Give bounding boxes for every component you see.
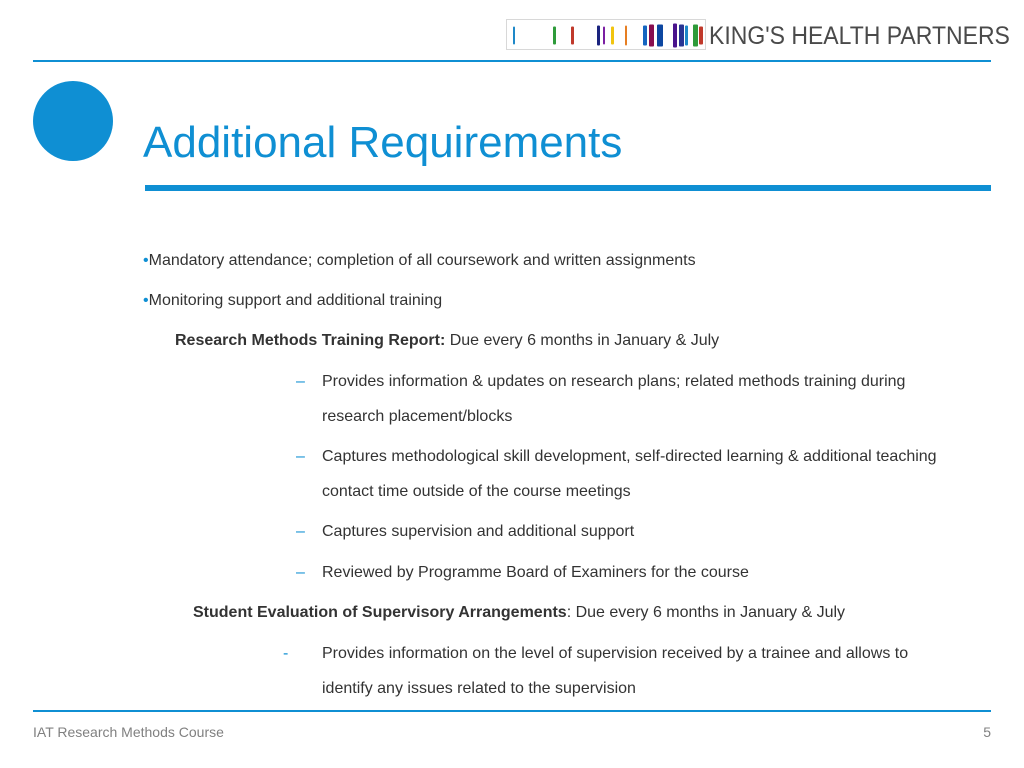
slide-title: Additional Requirements [143,118,623,167]
sub-point-line: Reviewed by Programme Board of Examiners for the course [322,564,749,581]
bullet-item-monitoring [143,291,442,311]
bullet-icon: • [143,252,149,269]
logo-stripe [649,25,654,47]
sub-point-line: Provides information & updates on research plans; related methods training during [322,373,906,390]
logo-stripe [597,26,600,46]
logo-stripe [553,27,556,45]
sub-point-line: identify any issues related to the supervision [322,680,636,697]
logo-image [506,19,706,50]
logo-stripe [611,27,614,45]
sub-point-line: research placement/blocks [322,408,513,425]
dash-bullet-icon: – [296,523,305,540]
report-heading-detail: Due every 6 months in January & July [445,332,720,349]
dash-bullet-icon: – [296,448,305,465]
logo-stripe [679,25,684,47]
bullet-text: Monitoring support and additional training [148,292,443,309]
dash-bullet-icon: - [283,645,289,662]
bullet-icon: • [143,292,149,309]
header-divider [33,60,991,62]
title-underline [145,185,991,191]
logo-stripe [673,24,677,48]
page-number: 5 [983,724,991,740]
sub-point-line: Provides information on the level of supervision received by a trainee and allows to [322,645,909,662]
bullet-item-attendance [143,251,696,271]
logo-stripe [625,26,627,46]
logo-stripe [643,26,647,46]
logo-stripe [685,26,688,46]
sub-point-line: Captures supervision and additional support [322,523,635,540]
logo-stripe [571,27,574,45]
report-heading-supervisory [193,603,845,623]
logo-stripe [699,27,703,45]
logo-stripe [693,25,698,47]
logo-stripe [513,27,515,45]
logo-stripe [603,27,605,45]
footer-course-name: IAT Research Methods Course [33,724,224,740]
report-heading-research-methods [175,331,719,351]
logo-stripes [507,20,706,50]
report-heading-detail: : Due every 6 months in January & July [566,604,846,621]
report-heading-bold: Student Evaluation of Supervisory Arrangements [193,604,567,621]
sub-point-line: Captures methodological skill development, self-directed learning & additional teaching [322,448,937,465]
sub-point-line: contact time outside of the course meetings [322,483,631,500]
title-circle-decoration [33,81,113,161]
dash-bullet-icon: – [296,564,305,581]
logo-text: KING'S HEALTH PARTNERS [709,22,1010,50]
footer-divider [33,710,991,712]
bullet-text: Mandatory attendance; completion of all coursework and written assignments [148,252,696,269]
report-heading-bold: Research Methods Training Report: [175,332,446,349]
logo-stripe [657,25,663,47]
dash-bullet-icon: – [296,373,305,390]
